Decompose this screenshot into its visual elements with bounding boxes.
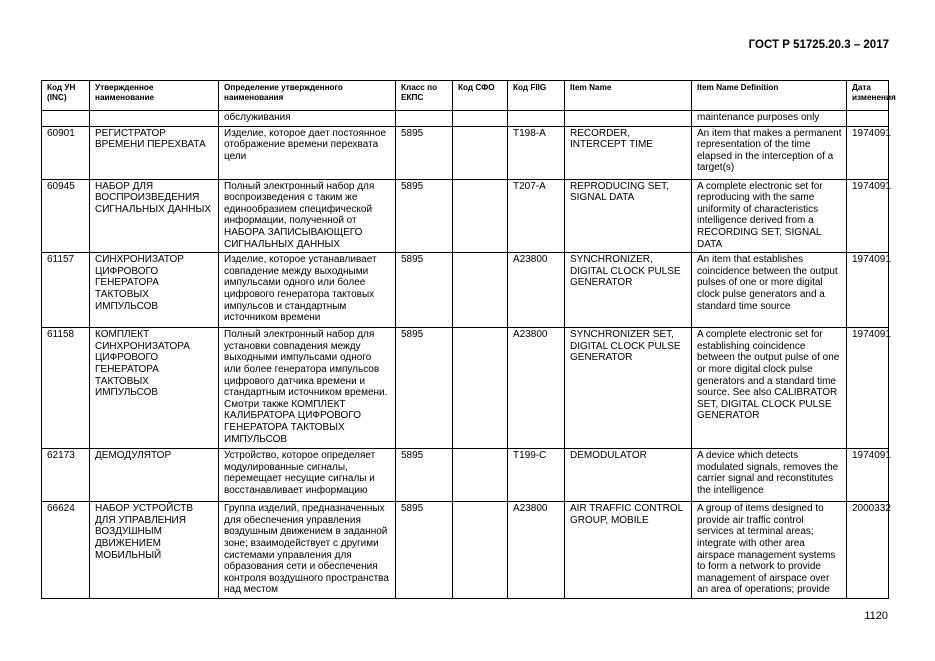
page-number: 1120 [864, 610, 888, 622]
continuation-row [42, 111, 889, 127]
cell-approved-name: НАБОР ДЛЯ ВОСПРОИЗВЕДЕНИЯ СИГНАЛЬНЫХ ДАННЫХ [90, 179, 219, 253]
header-ekps-class: Класс по ЕКПС [396, 81, 453, 111]
cell-code-un: 66624 [42, 502, 90, 599]
document-header: ГОСТ Р 51725.20.3 – 2017 [748, 39, 889, 51]
cell-definition: Полный электронный набор для установки совпадения между выходными импульсами одного или более генератора импульсов цифрового датчика времени и стандартным источником времени. Смотри также КОМПЛЕКТ КАЛИБРАТОРА ЦИФРОВОГО ГЕНЕРАТОРА ТАКТОВЫХ ИМПУЛЬСОВ [219, 328, 396, 449]
cell-item-name-definition: A complete electronic set for reproducing with the same uniformity of characteristics intelligence derived from a RECORDING SET, SIGNAL DATA [692, 179, 847, 253]
cell-sfo-code [453, 253, 508, 328]
header-sfo-code: Код СФО [453, 81, 508, 111]
cell-sfo-code [453, 126, 508, 179]
table-header-row [42, 81, 889, 111]
cell-fiig-code: T198-A [508, 126, 565, 179]
cell-sfo-code [453, 179, 508, 253]
cell-item-name-definition: A group of items designed to provide air traffic control services at terminal areas; integrate with other area airspace management systems to form a network to provide management of airspace over an area of operations; provide [692, 502, 847, 599]
cell-change-date: 1974091 [847, 179, 889, 253]
cell-ekps-class: 5895 [396, 179, 453, 253]
cell-code-un: 61158 [42, 328, 90, 449]
cell-definition: Изделие, которое дает постоянное отображение времени перехвата цели [219, 126, 396, 179]
cell-fiig-code: A23800 [508, 502, 565, 599]
cell-item-name: SYNCHRONIZER SET, DIGITAL CLOCK PULSE GENERATOR [565, 328, 692, 449]
cell-approved-name: НАБОР УСТРОЙСТВ ДЛЯ УПРАВЛЕНИЯ ВОЗДУШНЫМ ДВИЖЕНИЕМ МОБИЛЬНЫЙ [90, 502, 219, 599]
cell-approved-name: СИНХРОНИЗАТОР ЦИФРОВОГО ГЕНЕРАТОРА ТАКТОВЫХ ИМПУЛЬСОВ [90, 253, 219, 328]
cell-item-name-definition: An item that establishes coincidence between the output pulses of one or more digital clock pulse generators and a standard time source [692, 253, 847, 328]
header-definition: Определение утвержденного наименования [219, 81, 396, 111]
cell-code-un: 61157 [42, 253, 90, 328]
table-row [42, 179, 889, 253]
cell-item-name-definition: A complete electronic set for establishing coincidence between the output pulse of one or more digital clock pulse generators and a standard time source. See also CALIBRATOR SET, DIGITAL CLOCK PULSE GENERATOR [692, 328, 847, 449]
cell-item-name: RECORDER, INTERCEPT TIME [565, 126, 692, 179]
table-row [42, 449, 889, 502]
cell-sfo-code [453, 328, 508, 449]
cell-item-name: DEMODULATOR [565, 449, 692, 502]
cell-item-name: AIR TRAFFIC CONTROL GROUP, MOBILE [565, 502, 692, 599]
cell-code-un: 62173 [42, 449, 90, 502]
cell-ekps-class: 5895 [396, 126, 453, 179]
cell-change-date: 1974091 [847, 449, 889, 502]
cell-definition: Группа изделий, предназначенных для обеспечения управления воздушным движением в заданной зоне; взаимодействует с другими системами управления для образования сети и обеспечения контроля воздушного пространства над местом [219, 502, 396, 599]
cell-sfo-code [453, 449, 508, 502]
cell-ekps-class: 5895 [396, 328, 453, 449]
cell-definition: Полный электронный набор для воспроизведения с таким же единообразием специфической информации, полученной от НАБОРА ЗАПИСЫВАЮЩЕГО СИГНАЛЬНЫХ ДАННЫХ [219, 179, 396, 253]
cell-item-name-definition: A device which detects modulated signals, removes the carrier signal and reconstitutes the intelligence [692, 449, 847, 502]
header-fiig-code: Код FIIG [508, 81, 565, 111]
cell-definition: Устройство, которое определяет модулированные сигналы, перемещает несущие сигналы и восстанавливает информацию [219, 449, 396, 502]
table-row [42, 253, 889, 328]
header-change-date: Дата изменения [847, 81, 889, 111]
continuation-item-name-definition: maintenance purposes only [692, 111, 847, 127]
cell-fiig-code: T207-A [508, 179, 565, 253]
table-row [42, 126, 889, 179]
cell-approved-name: РЕГИСТРАТОР ВРЕМЕНИ ПЕРЕХВАТА [90, 126, 219, 179]
cell-change-date: 2000332 [847, 502, 889, 599]
header-approved-name: Утвержденное наименование [90, 81, 219, 111]
cell-change-date: 1974091 [847, 328, 889, 449]
cell-code-un: 60901 [42, 126, 90, 179]
header-item-name: Item Name [565, 81, 692, 111]
cell-ekps-class: 5895 [396, 253, 453, 328]
cell-approved-name: ДЕМОДУЛЯТОР [90, 449, 219, 502]
cell-item-name: SYNCHRONIZER, DIGITAL CLOCK PULSE GENERATOR [565, 253, 692, 328]
cell-ekps-class: 5895 [396, 502, 453, 599]
cell-fiig-code: A23800 [508, 328, 565, 449]
cell-code-un: 60945 [42, 179, 90, 253]
table-row [42, 502, 889, 599]
cell-definition: Изделие, которое устанавливает совпадение между выходными импульсами одного или более цифрового генератора тактовых импульсов и стандартным источником времени [219, 253, 396, 328]
continuation-definition: обслуживания [219, 111, 396, 127]
cell-item-name-definition: An item that makes a permanent representation of the time elapsed in the interception of a target(s) [692, 126, 847, 179]
table-row [42, 328, 889, 449]
header-code-un: Код УН (INC) [42, 81, 90, 111]
cell-change-date: 1974091 [847, 126, 889, 179]
cell-approved-name: КОМПЛЕКТ СИНХРОНИЗАТОРА ЦИФРОВОГО ГЕНЕРАТОРА ТАКТОВЫХ ИМПУЛЬСОВ [90, 328, 219, 449]
cell-fiig-code: A23800 [508, 253, 565, 328]
cell-fiig-code: T199-C [508, 449, 565, 502]
cell-change-date: 1974091 [847, 253, 889, 328]
header-item-name-definition: Item Name Definition [692, 81, 847, 111]
cell-ekps-class: 5895 [396, 449, 453, 502]
cell-item-name: REPRODUCING SET, SIGNAL DATA [565, 179, 692, 253]
cell-sfo-code [453, 502, 508, 599]
nomenclature-table [41, 80, 896, 599]
